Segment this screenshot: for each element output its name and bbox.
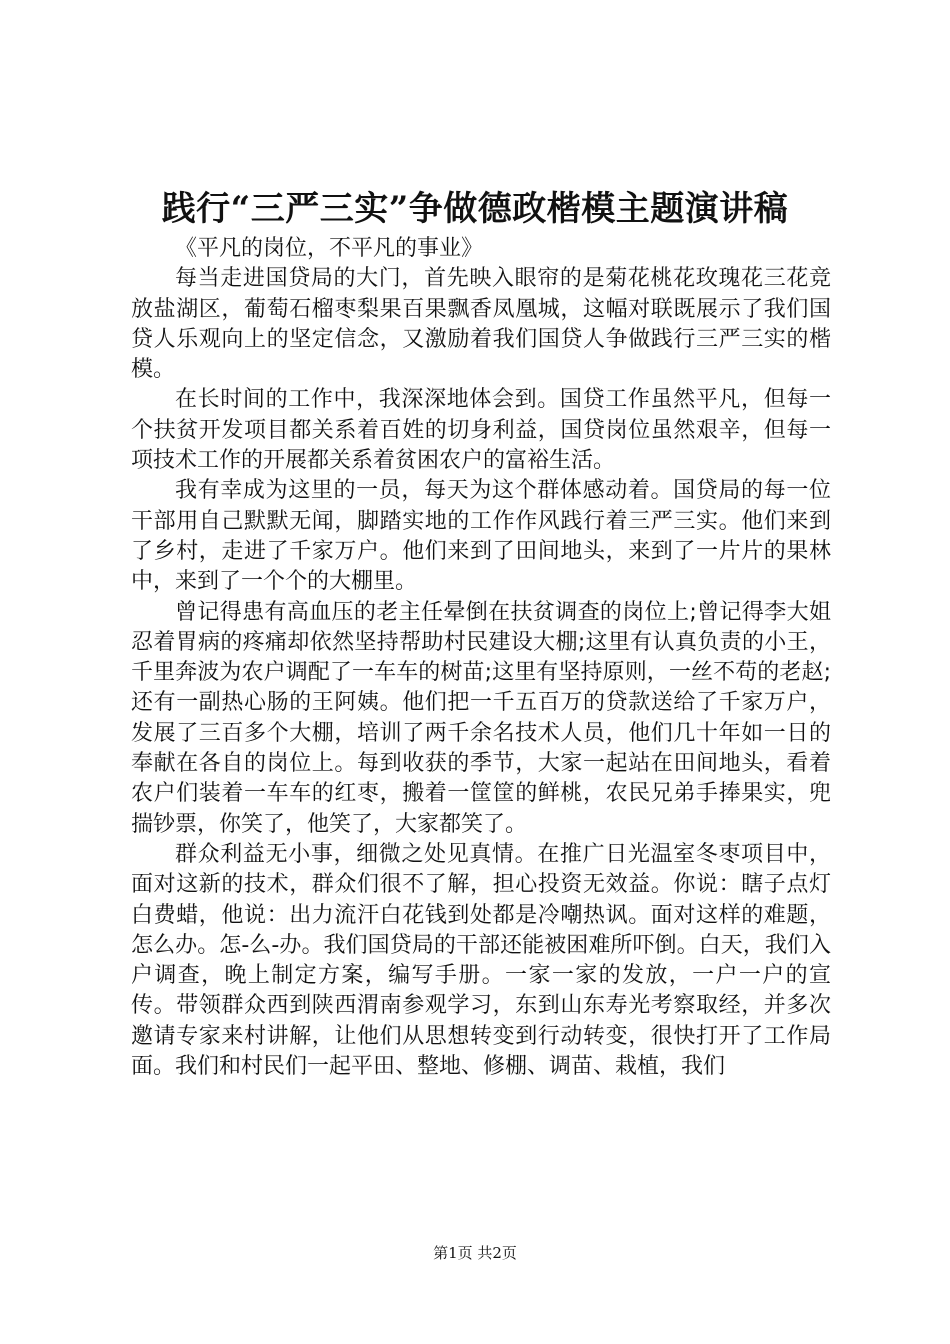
- document-title: 践行“三严三实”争做德政楷模主题演讲稿: [161, 189, 789, 229]
- body-paragraph: 每当走进国贷局的大门，首先映入眼帘的是菊花桃花玫瑰花三花竞放盐湖区，葡萄石榴枣梨果百果飘香凤凰城，这幅对联既展示了我们国贷人乐观向上的坚定信念，又激励着我们国贷人争做践行三严三实的楷模。: [131, 266, 831, 383]
- body-paragraph: 在长时间的工作中，我深深地体会到。国贷工作虽然平凡，但每一个扶贫开发项目都关系着百姓的切身利益，国贷岗位虽然艰辛，但每一项技术工作的开展都关系着贫困农户的富裕生活。: [131, 387, 831, 474]
- body-paragraph: 群众利益无小事，细微之处见真情。在推广日光温室冬枣项目中，面对这新的技术，群众们很不了解，担心投资无效益。你说：瞎子点灯白费蜡，他说：出力流汗白花钱到处都是冷嘲热讽。面对这样的难题，怎么办。怎-么-办。我们国贷局的干部还能被困难所吓倒。白天，我们入户调查，晚上制定方案，编写手册。一家一家的发放，一户一户的宣传。带领群众西到陕西渭南参观学习，东到山东寿光考察取经，并多次邀请专家来村讲解，让他们从思想转变到行动转变，很快打开了工作局面。我们和村民们一起平田、整地、修棚、调苗、栽植，我们: [131, 841, 831, 1080]
- document-body: [131, 234, 831, 1082]
- body-paragraph: 曾记得患有高血压的老主任晕倒在扶贫调查的岗位上;曾记得李大姐忍着胃病的疼痛却依然坚持帮助村民建设大棚;这里有认真负责的小王，千里奔波为农户调配了一车车的树苗;这里有坚持原则，一丝不苟的老赵;还有一副热心肠的王阿姨。他们把一千五百万的贷款送给了千家万户，发展了三百多个大棚，培训了两千余名技术人员，他们几十年如一日的奉献在各自的岗位上。每到收获的季节，大家一起站在田间地头，看着农户们装着一车车的红枣，搬着一筐筐的鲜桃，农民兄弟手捧果实，兜揣钞票，你笑了，他笑了，大家都笑了。: [131, 599, 831, 837]
- page-number-footer: 第1页 共2页: [433, 1244, 517, 1262]
- body-paragraph: 我有幸成为这里的一员，每天为这个群体感动着。国贷局的每一位干部用自己默默无闻，脚踏实地的工作作风践行着三严三实。他们来到了乡村，走进了千家万户。他们来到了田间地头，来到了一片片的果林中，来到了一个个的大棚里。: [131, 478, 831, 595]
- speech-subtitle: 《平凡的岗位，不平凡的事业》: [175, 236, 484, 261]
